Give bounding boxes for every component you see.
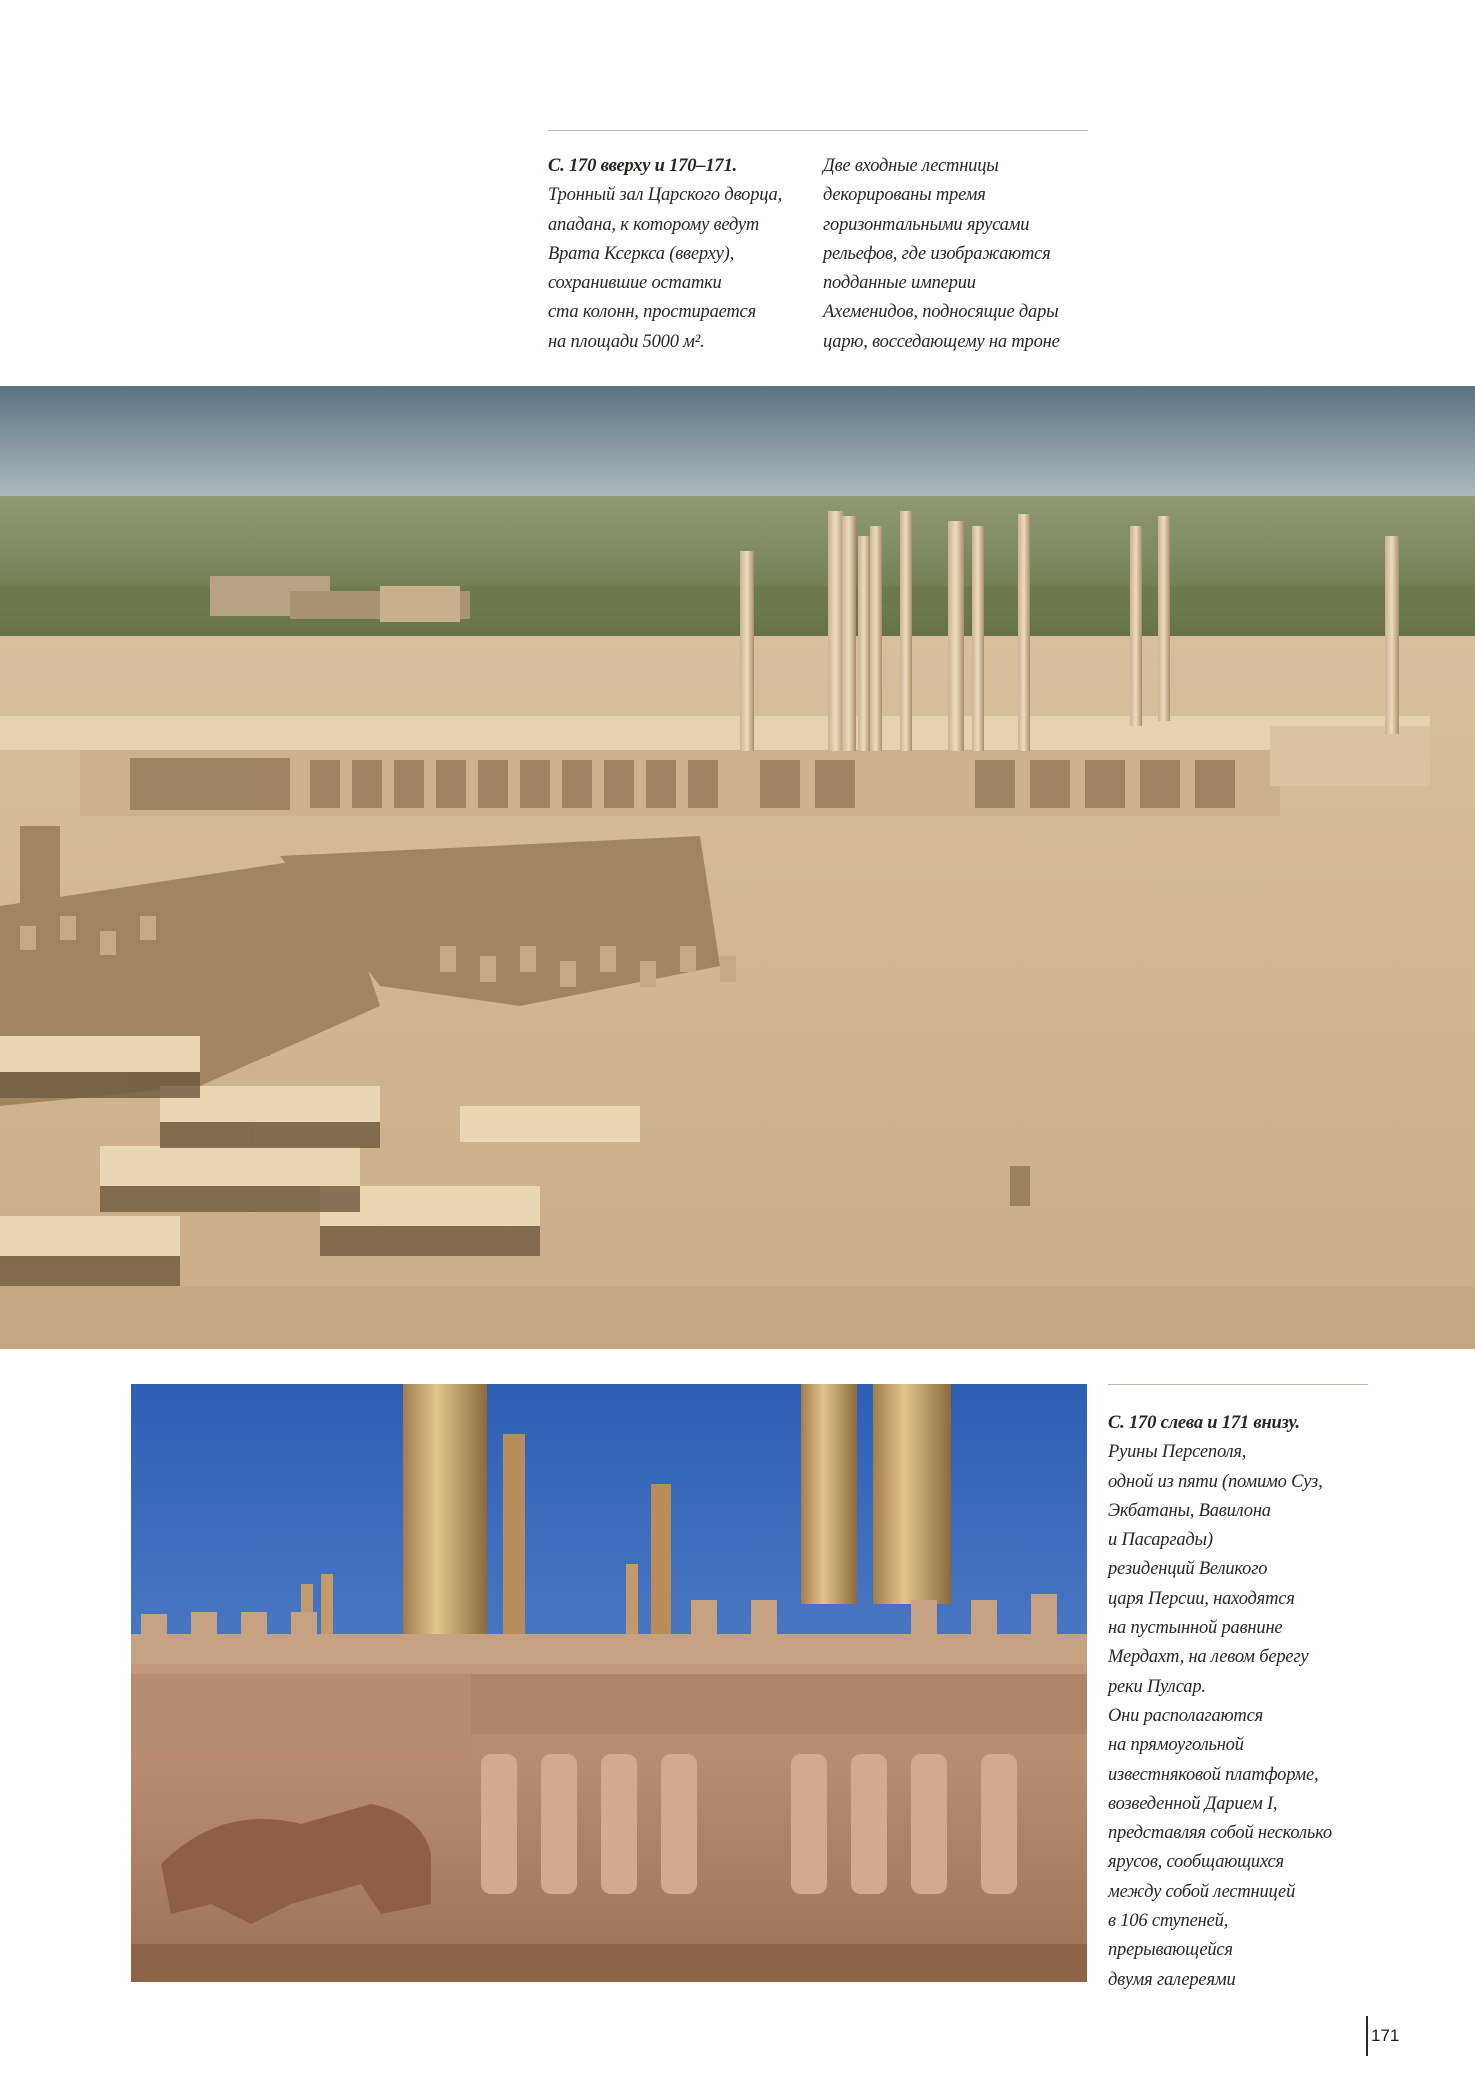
top-caption-right-line: Ахеменидов, подносящие дары: [823, 302, 1059, 323]
top-caption-right-line: горизонтальными ярусами: [823, 214, 1030, 235]
side-caption: [1108, 1409, 1408, 1995]
top-caption-left-line: на площади 5000 м².: [548, 331, 705, 352]
side-caption-line: Мердахт, на левом берегу: [1108, 1647, 1309, 1668]
top-caption-right-line: царю, восседающему на троне: [823, 331, 1060, 352]
side-caption-line: царя Персии, находятся: [1108, 1588, 1295, 1609]
side-caption-line: Они располагаются: [1108, 1705, 1263, 1726]
side-caption-line: ярусов, сообщающихся: [1108, 1852, 1284, 1873]
side-caption-rule: [1108, 1384, 1368, 1385]
side-caption-line: Руины Персеполя,: [1108, 1442, 1247, 1463]
side-caption-line: между собой лестницей: [1108, 1881, 1296, 1902]
side-caption-line: представляя собой несколько: [1108, 1823, 1332, 1844]
top-caption-right-line: декорированы тремя: [823, 185, 986, 206]
top-caption-left-line: ападана, к которому ведут: [548, 214, 760, 235]
side-caption-line: возведенной Дарием I,: [1108, 1793, 1278, 1814]
page-number: 171: [1371, 2026, 1400, 2045]
side-caption-line: и Пасаргады): [1108, 1530, 1213, 1551]
side-caption-line: на прямоугольной: [1108, 1735, 1244, 1756]
side-caption-line: двумя галереями: [1108, 1969, 1236, 1990]
side-caption-line: реки Пулсар.: [1108, 1676, 1206, 1697]
top-caption-left-line: Тронный зал Царского дворца,: [548, 185, 783, 206]
side-caption-line: известняковой платформе,: [1108, 1764, 1319, 1785]
top-caption-left-line: С. 170 вверху и 170–171.: [548, 156, 737, 176]
top-caption-rule: [548, 130, 1088, 131]
side-caption-line: на пустынной равнине: [1108, 1618, 1283, 1639]
side-caption-line: С. 170 слева и 171 внизу.: [1108, 1413, 1300, 1433]
side-caption-line: в 106 ступеней,: [1108, 1911, 1229, 1932]
top-caption-left-line: сохранившие остатки: [548, 273, 722, 294]
side-caption-line: резиденций Великого: [1108, 1559, 1268, 1580]
top-caption-right-line: рельефов, где изображаются: [823, 243, 1051, 264]
apadana-ruins-photo: [0, 386, 1475, 1349]
top-caption-right-line: подданные империи: [823, 273, 976, 294]
top-caption-left-line: Врата Ксеркса (вверху),: [548, 243, 734, 264]
side-caption-line: Экбатаны, Вавилона: [1108, 1500, 1271, 1521]
side-caption-line: одной из пяти (помимо Суз,: [1108, 1471, 1323, 1492]
top-caption-left-column: [548, 152, 808, 357]
side-caption-line: прерывающейся: [1108, 1940, 1233, 1961]
folio-rule: [1366, 2016, 1368, 2056]
top-caption-right-column: [823, 152, 1093, 357]
persepolis-relief-photo: [131, 1384, 1087, 1982]
top-caption-right-line: Две входные лестницы: [823, 156, 999, 176]
top-caption-left-line: ста колонн, простирается: [548, 302, 756, 323]
